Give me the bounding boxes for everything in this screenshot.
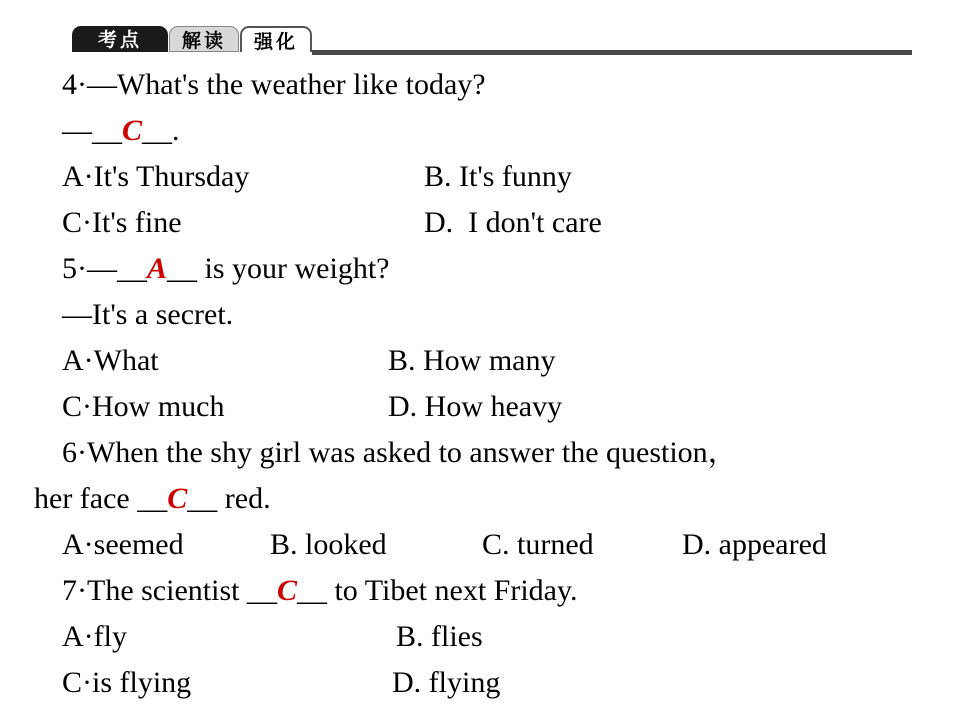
q4-blank-pre: —__ [62,114,122,147]
q5-option-a: A·What [62,344,159,377]
q6-stem-post: __ red. [187,482,271,515]
q7-option-d: D. flying [392,666,501,699]
q6-option-a: A·seemed [62,528,184,561]
q5-stem-post: __ is your weight? [167,252,390,285]
tab-qianghua: 强化 [240,26,312,52]
q5-stem [62,246,389,292]
q4-option-c: C·It's fine [62,206,182,239]
q7-stem [62,568,578,614]
tab-kaodian: 考点 [72,26,168,52]
q6-option-d: D. appeared [682,528,827,561]
q6-stem-line2 [34,476,271,522]
q4-answer-line [62,108,180,154]
q4-answer: C [122,114,143,147]
q5-answer: A [147,252,168,285]
q6-answer: C [167,482,188,515]
header-rule [312,50,912,55]
q4-option-a: A·It's Thursday [62,160,250,193]
q6-option-b: B. looked [270,528,387,561]
tab-jiedu: 解读 [169,26,239,52]
q4-blank-post: __. [142,114,180,147]
q5-stem-pre: 5·—__ [62,252,147,285]
section-tabs [72,26,912,54]
q6-option-c: C. turned [482,528,594,561]
q4-option-d: D. I don't care [424,206,602,239]
q7-option-c: C·is flying [62,666,192,699]
q5-option-c: C·How much [62,390,225,423]
q7-option-b: B. flies [396,620,483,653]
q5-option-b: B. How many [388,344,556,377]
q6-stem-line1: 6·When the shy girl was asked to answer the question， [62,436,738,469]
q6-stem-pre: her face __ [34,482,168,515]
q5-option-d: D. How heavy [388,390,563,423]
q4-stem: 4·—What's the weather like today? [62,68,486,101]
q4-option-b: B. It's funny [424,160,572,193]
q7-stem-pre: 7·The scientist __ [62,574,277,607]
q5-reply: —It's a secret. [62,298,234,331]
q7-stem-post: __ to Tibet next Friday. [296,574,578,607]
q7-option-a: A·fly [62,620,127,653]
q7-answer: C [276,574,297,607]
